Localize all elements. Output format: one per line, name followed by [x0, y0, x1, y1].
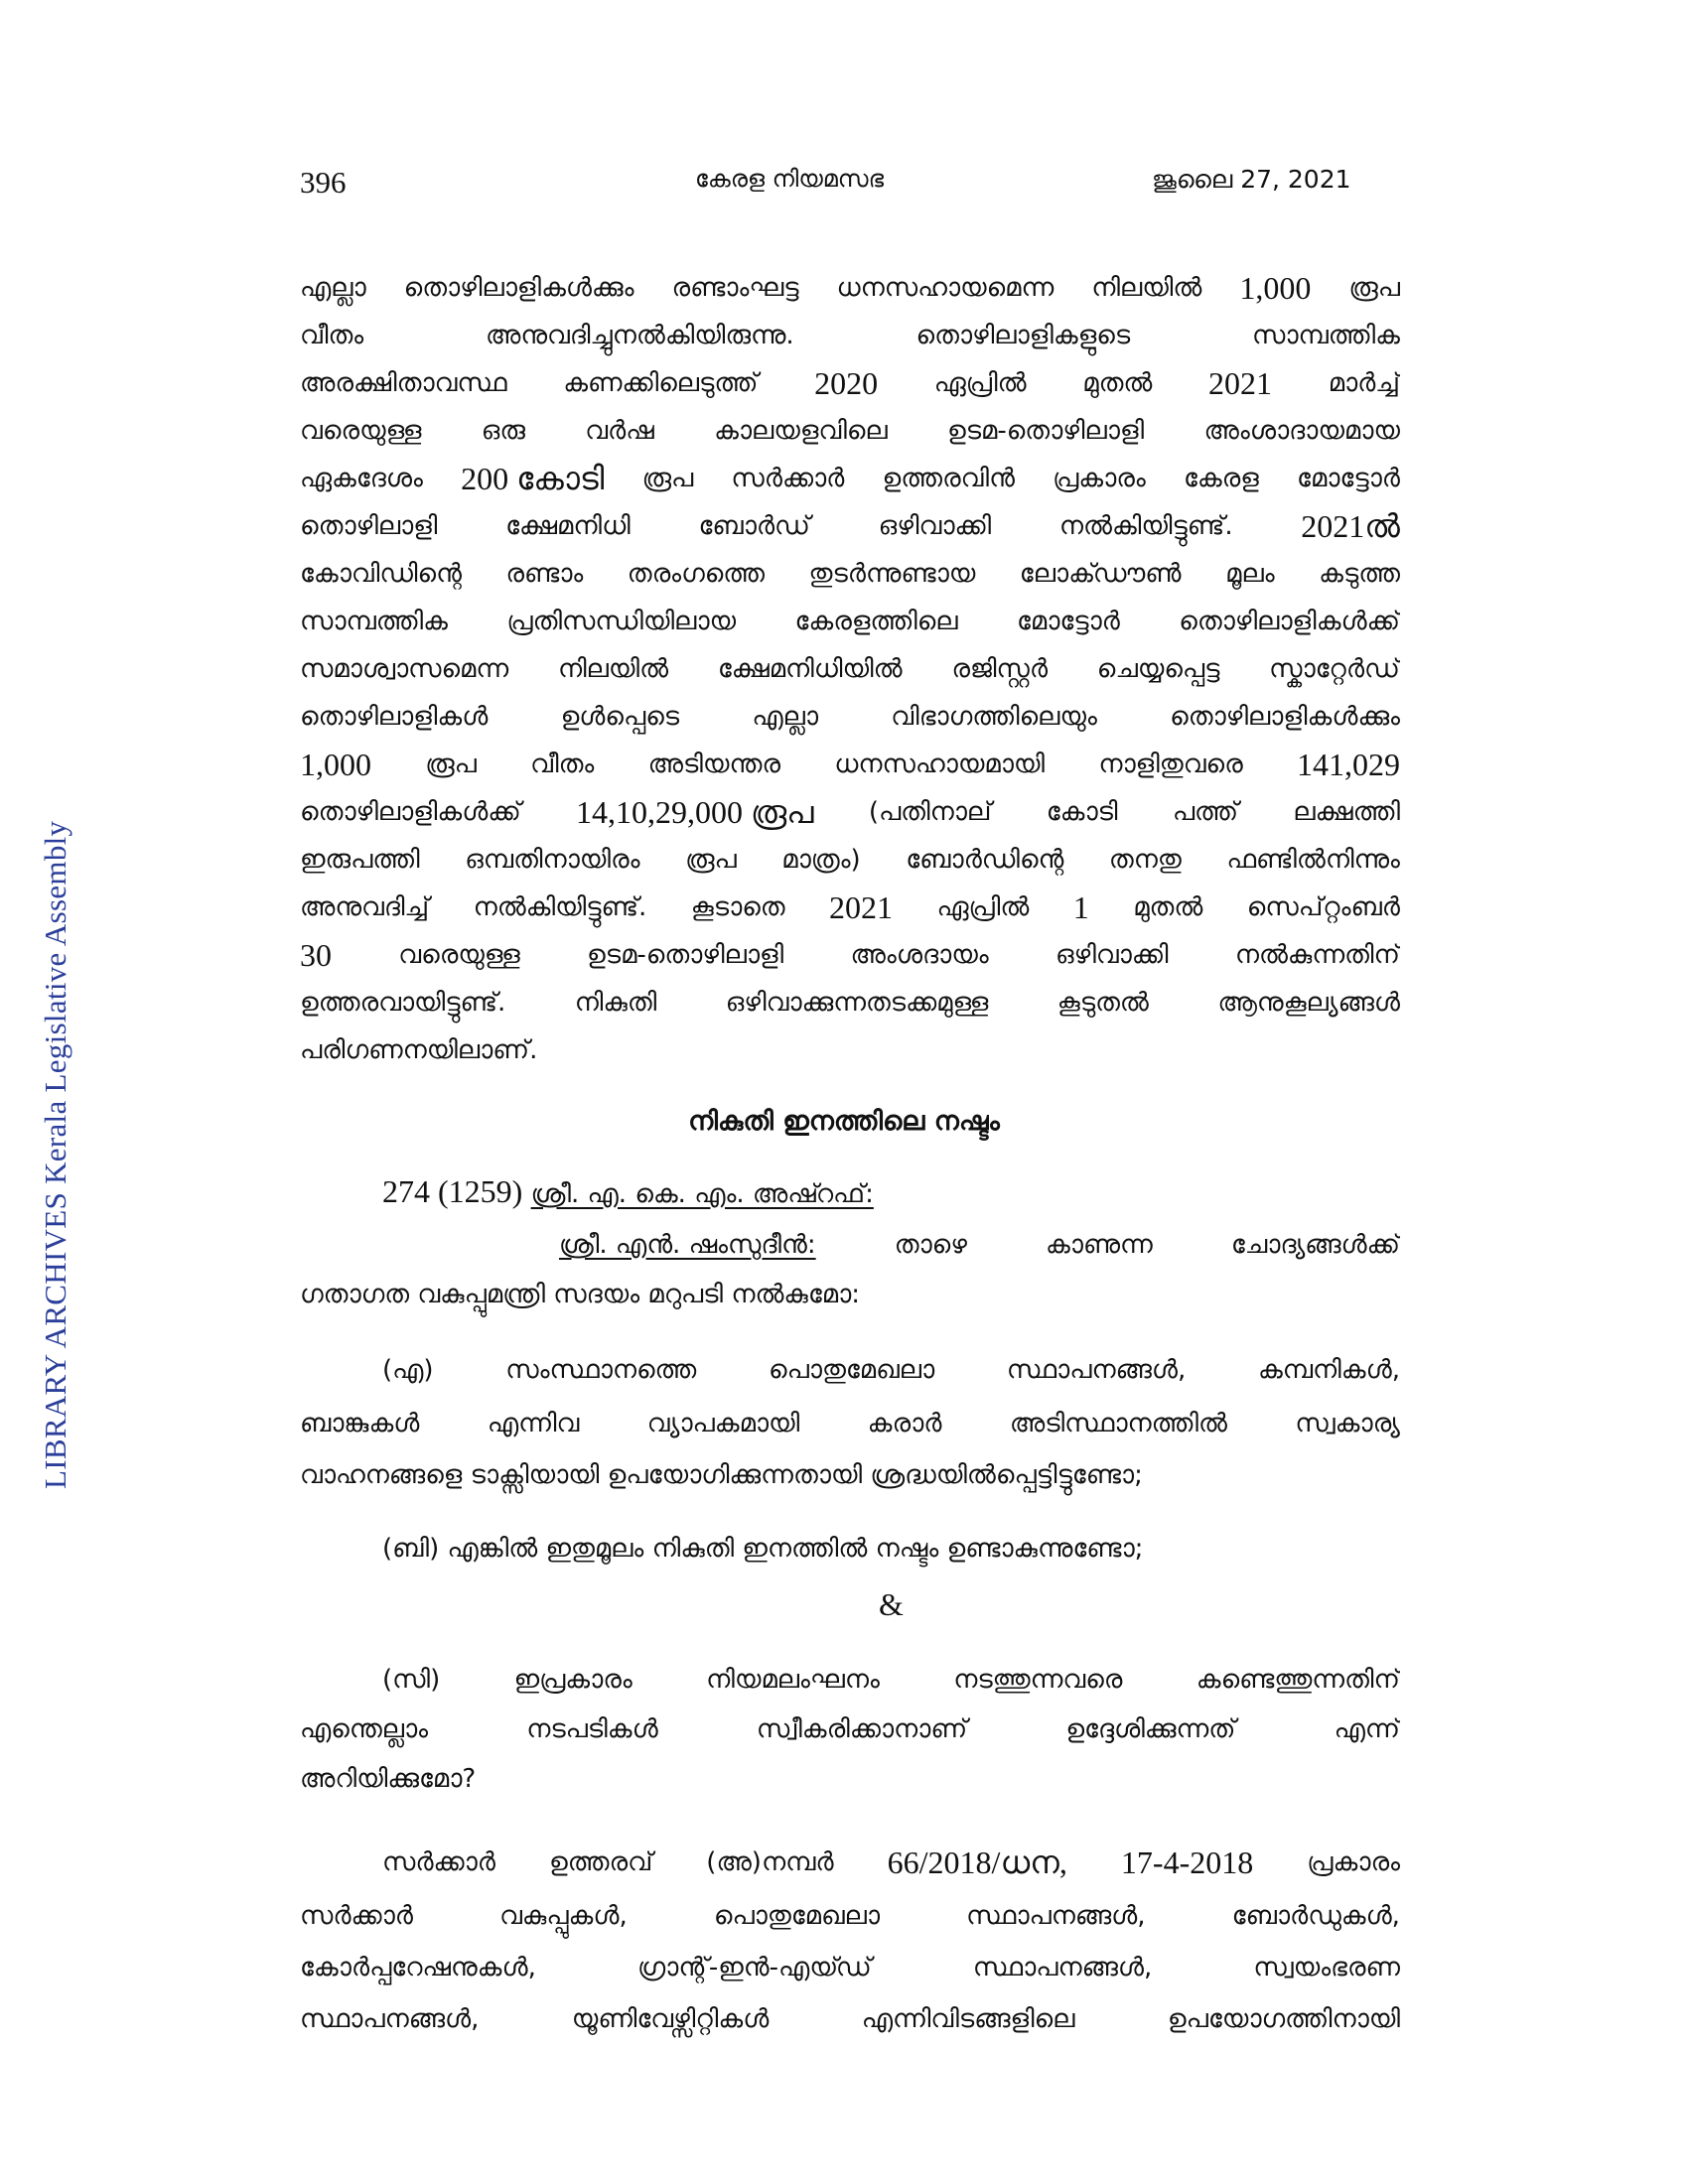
word: ഏപ്രിൽ — [936, 892, 1030, 922]
word: തൊഴിലാളി — [300, 511, 438, 541]
para1-line — [300, 979, 1400, 1026]
word: ഉദ്ദേശിക്കുന്നത് — [1065, 1714, 1236, 1744]
word: സ്ഥാപനങ്ങൾ, — [300, 2004, 480, 2034]
word: വിഭാഗത്തിലെയും — [891, 702, 1097, 732]
question-number: 274 (1259) — [382, 1173, 523, 1209]
word: വരെയുള്ള — [300, 416, 422, 446]
word: കണക്കിലെടുത്ത് — [563, 368, 759, 398]
word: സ്കാറ്റേർഡ് — [1269, 654, 1400, 684]
word: ഒഴിവാക്കുന്നതടക്കമുള്ള — [725, 988, 989, 1018]
para1-line — [300, 407, 1400, 455]
word: ഉത്തരവ് — [549, 1847, 653, 1877]
question-a-last: വാഹനങ്ങളെ ടാക്സിയായി ഉപയോഗിക്കുന്നതായി ശ്രദ്ധയിൽപ്പെട്ടിട്ടുണ്ടോ; — [300, 1460, 1143, 1490]
word: സർക്കാർ — [382, 1847, 495, 1877]
word: ലക്ഷത്തി — [1293, 797, 1400, 827]
answer-line — [300, 1944, 1400, 1991]
para1-line — [300, 312, 1400, 359]
word: എന്നിവിടങ്ങളിലെ — [861, 2004, 1075, 2034]
word: പ്രകാരം — [1053, 464, 1146, 493]
page-number: 396 — [300, 165, 347, 200]
word: ചോദ്യങ്ങൾക്ക് — [1230, 1230, 1400, 1260]
para1-line — [300, 884, 1400, 931]
word: തൊഴിലാളികൾക്കും — [403, 273, 634, 303]
word: തരംഗത്തെ — [627, 559, 766, 589]
word: ക്ഷേമനിധി — [505, 511, 631, 541]
word: സ്ഥാപനങ്ങൾ, — [966, 1901, 1146, 1931]
question-c-last: അറിയിക്കുമോ? — [300, 1764, 477, 1794]
word: സ്വയംഭരണ — [1253, 1953, 1400, 1982]
word: (പതിനാല് — [868, 797, 992, 827]
member-name: ശ്രീ. എ. കെ. എം. അഷ്റഫ്: — [530, 1179, 874, 1209]
word: കൂടാതെ — [690, 892, 785, 922]
word: (സി) — [382, 1665, 441, 1695]
word: ബോർഡ് — [698, 511, 810, 541]
word: പരിഗണനയിലാണ്. — [300, 1035, 538, 1065]
word: ക്ഷേമനിധിയിൽ — [717, 654, 903, 684]
para1-line — [300, 693, 1400, 741]
archive-watermark: LIBRARY ARCHIVES Kerala Legislative Assembly — [38, 820, 72, 1489]
word: 2021 — [829, 889, 894, 925]
word: ഏപ്രിൽ — [933, 368, 1027, 398]
word: നടത്തുന്നവരെ — [953, 1665, 1123, 1695]
word: കോവിഡിന്റെ — [300, 559, 462, 589]
word: രജിസ്റ്റർ — [951, 654, 1049, 684]
word: സെപ്റ്റംബർ — [1246, 892, 1400, 922]
word: (അ)നമ്പർ — [706, 1847, 834, 1877]
word: മാർച്ച് — [1328, 368, 1400, 398]
word: രൂപ — [1348, 273, 1400, 303]
word: ചെയ്യപ്പെട്ട — [1096, 654, 1220, 684]
word: നടപടികൾ — [526, 1714, 658, 1744]
word: കോർപ്പറേഷനുകൾ, — [300, 1953, 536, 1982]
word: തൊഴിലാളികൾക്ക് — [1179, 607, 1400, 636]
para1-line — [300, 359, 1400, 407]
word: കാലയളവിലെ — [714, 416, 888, 446]
word: ഫണ്ടിൽനിന്നും — [1226, 845, 1400, 875]
word: നിലയിൽ — [557, 654, 669, 684]
word: സർക്കാർ — [300, 1901, 413, 1931]
word: പ്രകാരം — [1307, 1847, 1400, 1877]
question-a-line — [382, 1346, 1400, 1394]
word: ബോർഡുകൾ, — [1231, 1901, 1400, 1931]
para1-line — [300, 836, 1400, 884]
word: രൂപ — [641, 464, 694, 493]
word: കേരളത്തിലെ — [794, 607, 958, 636]
question-b: (ബി) എങ്കിൽ ഇതുമൂലം നികുതി ഇനത്തിൽ നഷ്ടം ഉണ്ടാകുന്നുണ്ടോ; — [382, 1534, 1144, 1564]
word: അംശാദായമായ — [1203, 416, 1400, 446]
word: അനുവദിച്ചുനൽകിയിരുന്നു. — [485, 321, 794, 350]
ampersand: & — [879, 1586, 904, 1622]
para1-line — [300, 931, 1400, 979]
word: നിയമലംഘനം — [706, 1665, 880, 1695]
word: എന്ന് — [1334, 1714, 1400, 1744]
word: സംസ്ഥാനത്തെ — [505, 1355, 697, 1385]
question-intro-line: ഗതാഗത വകുപ്പുമന്ത്രി സദയം മറുപടി നൽകുമോ: — [300, 1280, 861, 1309]
word: സ്വകാര്യ — [1295, 1409, 1400, 1438]
word: സർക്കാർ — [731, 464, 845, 493]
word: 17-4-2018 — [1120, 1844, 1254, 1880]
word: അംശദായം — [850, 940, 989, 970]
word: ഉത്തരവായിട്ടുണ്ട്. — [300, 988, 506, 1018]
word: തൊഴിലാളികൾ — [300, 702, 489, 732]
word: ഉപയോഗത്തിനായി — [1167, 2004, 1400, 2034]
question-header — [382, 1167, 1400, 1215]
word: കടുത്ത — [1319, 559, 1400, 589]
word: രണ്ടാംഘട്ട — [671, 273, 799, 303]
word: 1 — [1072, 889, 1089, 925]
word: ഇരുപത്തി — [300, 845, 420, 875]
para1-line — [300, 264, 1400, 312]
word: കമ്പനികൾ, — [1257, 1355, 1400, 1385]
word: ഏകദേശം — [300, 464, 423, 493]
answer-line — [382, 1839, 1400, 1886]
word: മൂലം — [1225, 559, 1275, 589]
word: വരെയുള്ള — [398, 940, 520, 970]
word: ഇപ്രകാരം — [513, 1665, 633, 1695]
word: രൂപ — [425, 750, 477, 779]
word: പ്രതിസന്ധിയിലായ — [506, 607, 737, 636]
word: ധനസഹായമെന്ന — [836, 273, 1055, 303]
word: കോടി — [1046, 797, 1118, 827]
word: സാമ്പത്തിക — [300, 607, 448, 636]
word: കരാർ — [867, 1409, 942, 1438]
word: അടിസ്ഥാനത്തിൽ — [1009, 1409, 1227, 1438]
word: തൊഴിലാളികൾക്കും — [1170, 702, 1400, 732]
word: ഗ്രാന്റ്-ഇൻ-എയ്ഡ് — [637, 1953, 872, 1982]
para1-line — [300, 645, 1400, 693]
word: 1,000 — [300, 747, 371, 782]
word: എല്ലാ — [300, 273, 366, 303]
word: സമാശ്വാസമെന്ന — [300, 654, 509, 684]
word: കേരള — [1183, 464, 1259, 493]
word: രൂപ — [685, 845, 737, 875]
question-c-line — [382, 1656, 1400, 1704]
word: ഒഴിവാക്കി — [1055, 940, 1169, 970]
word: 2021 — [1208, 365, 1273, 401]
word: ലോക്ഡൗൺ — [1019, 559, 1182, 589]
word: ഒരു — [481, 416, 525, 446]
word: തനതു — [1108, 845, 1182, 875]
word: ഉടമ-തൊഴിലാളി — [946, 416, 1145, 446]
word: തൊഴിലാളികൾക്ക് — [300, 797, 521, 827]
word: നൽകിയിട്ടുണ്ട്. — [1058, 511, 1233, 541]
word: വർഷ — [585, 416, 654, 446]
word: ഉത്തരവിൻ — [882, 464, 1015, 493]
word: കൂടുതൽ — [1056, 988, 1149, 1018]
word: സ്ഥാപനങ്ങൾ, — [1006, 1355, 1187, 1385]
header-date: ജൂലൈ 27, 2021 — [1152, 165, 1351, 194]
word: അരക്ഷിതാവസ്ഥ — [300, 368, 507, 398]
member-name: ശ്രീ. എൻ. ഷംസുദീൻ: — [559, 1230, 816, 1260]
para1-line — [300, 550, 1400, 598]
word: മുതൽ — [1133, 892, 1203, 922]
word: നിലയിൽ — [1091, 273, 1202, 303]
answer-line — [300, 1995, 1400, 2043]
word: മോട്ടോർ — [1016, 607, 1120, 636]
word: അനുവദിച്ച് — [300, 892, 430, 922]
word: വകുപ്പുകൾ, — [499, 1901, 628, 1931]
word: 141,029 — [1297, 747, 1400, 782]
word: കാണുന്ന — [1046, 1230, 1153, 1260]
word: യൂണിവേഴ്സിറ്റികൾ — [571, 2004, 770, 2034]
word: രണ്ടാം — [505, 559, 584, 589]
word: സ്വീകരിക്കാനാണ് — [756, 1714, 968, 1744]
word: നാളിതുവരെ — [1098, 750, 1243, 779]
question-a-line — [300, 1400, 1400, 1447]
word: മാത്രം) — [781, 845, 861, 875]
word: പത്ത് — [1172, 797, 1239, 827]
word: തൊഴിലാളികളുടെ — [915, 321, 1131, 350]
word: (എ) — [382, 1355, 434, 1385]
word: ഒമ്പതിനായിരം — [465, 845, 640, 875]
para1-line — [300, 598, 1400, 645]
word: നൽകിയിട്ടുണ്ട്. — [473, 892, 647, 922]
word: 2021ൽ — [1301, 508, 1400, 544]
word: മോട്ടോർ — [1297, 464, 1400, 493]
word: അടിയന്തര — [647, 750, 780, 779]
word: ബോർഡിന്റെ — [906, 845, 1064, 875]
word: 2020 — [814, 365, 879, 401]
word: എല്ലാ — [752, 702, 818, 732]
para1-line — [300, 455, 1400, 502]
para1-line — [300, 741, 1400, 788]
word: 14,10,29,000 രൂപ — [576, 794, 814, 830]
question-c-line — [300, 1706, 1400, 1753]
word: ഉൾപ്പെടെ — [560, 702, 680, 732]
word: സാമ്പത്തിക — [1251, 321, 1400, 350]
word: കണ്ടെത്തുന്നതിന് — [1196, 1665, 1400, 1695]
word: വീതം — [530, 750, 595, 779]
word: പൊതുമേഖലാ — [769, 1355, 935, 1385]
word: എന്നിവ — [487, 1409, 580, 1438]
word: പൊതുമേഖലാ — [713, 1901, 881, 1931]
question-intro — [559, 1221, 1400, 1269]
word: നികുതി — [574, 988, 657, 1018]
word: ഉടമ-തൊഴിലാളി — [587, 940, 784, 970]
word: മുതൽ — [1082, 368, 1153, 398]
answer-line — [300, 1892, 1400, 1940]
header-title: കേരള നിയമസഭ — [695, 165, 885, 193]
section-heading: നികുതി ഇനത്തിലെ നഷ്ടം — [688, 1106, 1000, 1137]
word: വീതം — [300, 321, 364, 350]
word: വ്യാപകമായി — [646, 1409, 800, 1438]
word: 30 — [300, 937, 332, 973]
word: 66/2018/ധന, — [887, 1844, 1067, 1880]
word: സ്ഥാപനങ്ങൾ, — [972, 1953, 1153, 1982]
para1-line — [300, 1026, 1400, 1074]
word: തുടർന്നുണ്ടായ — [808, 559, 976, 589]
word: താഴെ — [894, 1230, 967, 1260]
word: 1,000 — [1239, 270, 1312, 306]
word: ധനസഹായമായി — [834, 750, 1046, 779]
para1-line — [300, 788, 1400, 836]
para1-line — [300, 502, 1400, 550]
word: നൽകുന്നതിന് — [1234, 940, 1400, 970]
word: ആനുകൂല്യങ്ങൾ — [1217, 988, 1400, 1018]
word: ബാങ്കുകൾ — [300, 1409, 420, 1438]
word: ഒഴിവാക്കി — [878, 511, 992, 541]
word: എന്തെല്ലാം — [300, 1714, 429, 1744]
word: 200 കോടി — [461, 461, 605, 496]
